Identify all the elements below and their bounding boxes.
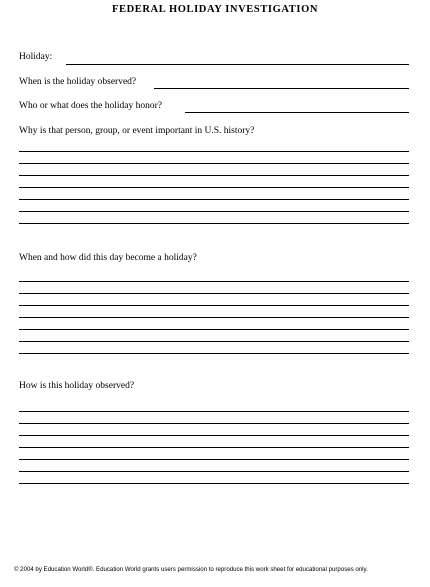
when-observed-answer-line[interactable] (154, 88, 409, 89)
answer-line[interactable] (19, 483, 409, 484)
answer-line[interactable] (19, 459, 409, 460)
answer-line[interactable] (19, 223, 409, 224)
holiday-answer-line[interactable] (66, 64, 409, 65)
answer-line[interactable] (19, 447, 409, 448)
page-title: FEDERAL HOLIDAY INVESTIGATION (111, 4, 319, 15)
how-become-question: When and how did this day become a holiday? (19, 253, 197, 263)
how-observed-question: How is this holiday observed? (19, 381, 135, 391)
answer-line[interactable] (19, 435, 409, 436)
answer-line[interactable] (19, 211, 409, 212)
answer-line[interactable] (19, 329, 409, 330)
why-important-question: Why is that person, group, or event important in U.S. history? (19, 126, 255, 136)
answer-line[interactable] (19, 175, 409, 176)
answer-line[interactable] (19, 471, 409, 472)
answer-line[interactable] (19, 293, 409, 294)
answer-line[interactable] (19, 317, 409, 318)
who-honor-answer-line[interactable] (185, 112, 409, 113)
when-observed-label: When is the holiday observed? (19, 77, 137, 87)
answer-line[interactable] (19, 305, 409, 306)
answer-line[interactable] (19, 423, 409, 424)
answer-line[interactable] (19, 151, 409, 152)
answer-line[interactable] (19, 163, 409, 164)
answer-line[interactable] (19, 199, 409, 200)
who-honor-label: Who or what does the holiday honor? (19, 101, 162, 111)
answer-line[interactable] (19, 187, 409, 188)
copyright-footer: © 2004 by Education World®. Education World grants users permission to reproduce this work sheet for educational purposes only. (14, 566, 368, 573)
holiday-label: Holiday: (19, 52, 53, 62)
answer-line[interactable] (19, 411, 409, 412)
answer-line[interactable] (19, 341, 409, 342)
answer-line[interactable] (19, 281, 409, 282)
answer-line[interactable] (19, 353, 409, 354)
